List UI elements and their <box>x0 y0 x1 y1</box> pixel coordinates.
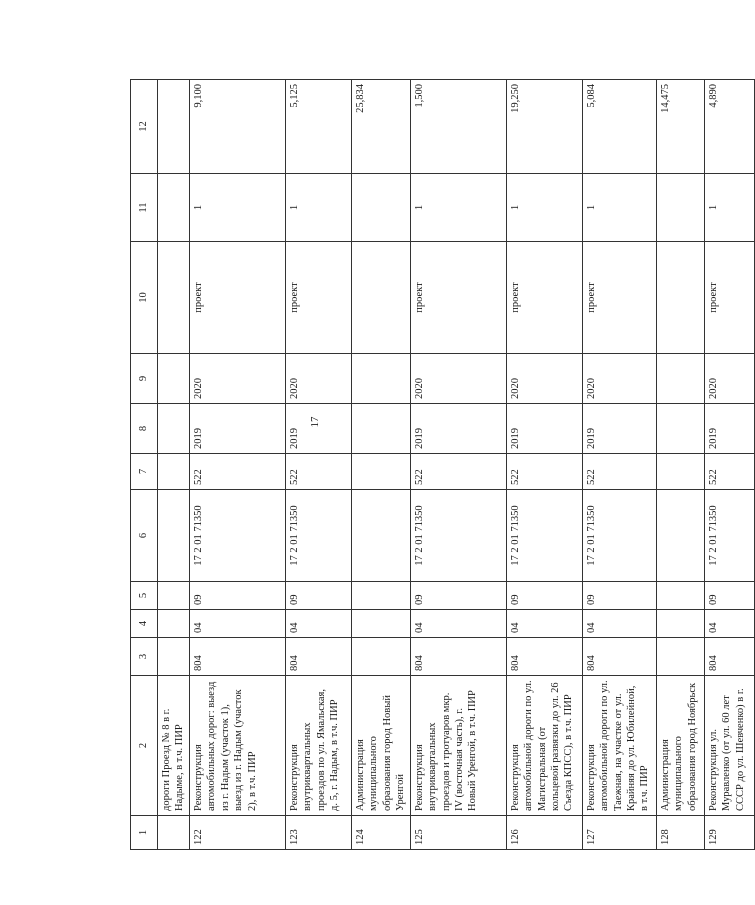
row-id: 129 <box>704 816 754 850</box>
column-header: 9 <box>131 354 158 404</box>
row-id: 123 <box>285 816 351 850</box>
row-id: 122 <box>189 816 285 850</box>
cell-amount: 25,834 <box>351 80 410 174</box>
row-name: Реконструкция автомобильной дороги по ул. Таежная, на участке от ул. Крайняя до ул. Юбилейной, в т.ч. ПИР <box>582 676 656 816</box>
cell <box>158 582 190 610</box>
cell <box>158 454 190 490</box>
cell-stage: проект <box>285 242 351 354</box>
cell <box>158 490 190 582</box>
cell-amount: 14,475 <box>656 80 704 174</box>
row-name: Реконструкция внутриквартальных проездов и тротуаров мкр. IV (восточная часть), г. Новый Уренгой, в т.ч. ПИР <box>410 676 506 816</box>
cell-stage: проект <box>189 242 285 354</box>
cell-amount: 4,890 <box>704 80 754 174</box>
cell-stage: проект <box>582 242 656 354</box>
row-id: 126 <box>506 816 582 850</box>
cell-subsection: 09 <box>410 582 506 610</box>
cell-start-year <box>656 404 704 454</box>
cell-quantity <box>656 174 704 242</box>
cell-end-year: 2020 <box>285 354 351 404</box>
row-name: Реконструкция автомобильной дороги по ул. Магистральная (от кольцевой развязки до ул. 26 Съезда КПСС), в т.ч. ПИР <box>506 676 582 816</box>
column-header: 11 <box>131 174 158 242</box>
row-name: Реконструкция внутриквартальных проездов по ул. Ямальская, д. 5, г. Надым, в т.ч. ПИР <box>285 676 351 816</box>
rotated-document <box>130 80 746 850</box>
column-header: 5 <box>131 582 158 610</box>
column-header: 1 <box>131 816 158 850</box>
table-row <box>351 80 410 850</box>
column-header: 3 <box>131 638 158 676</box>
cell-start-year <box>351 404 410 454</box>
cell-quantity: 1 <box>410 174 506 242</box>
cell-quantity: 1 <box>189 174 285 242</box>
cell-amount: 1,500 <box>410 80 506 174</box>
column-header: 8 <box>131 404 158 454</box>
cell-target-item: 17 2 01 71350 <box>410 490 506 582</box>
cell-subsection: 09 <box>285 582 351 610</box>
cell-section: 04 <box>704 610 754 638</box>
cell-subsection: 09 <box>582 582 656 610</box>
cell-end-year <box>656 354 704 404</box>
cell-amount: 5,125 <box>285 80 351 174</box>
cell-end-year: 2020 <box>704 354 754 404</box>
cell-target-item: 17 2 01 71350 <box>506 490 582 582</box>
cell-amount: 5,084 <box>582 80 656 174</box>
cell-code: 804 <box>410 638 506 676</box>
cell-target-item <box>351 490 410 582</box>
cell-target-item <box>656 490 704 582</box>
cell-code: 804 <box>704 638 754 676</box>
cell <box>158 610 190 638</box>
table-row <box>285 80 351 850</box>
table-row <box>704 80 754 850</box>
budget-table <box>130 79 755 850</box>
column-header: 4 <box>131 610 158 638</box>
cell-end-year: 2020 <box>410 354 506 404</box>
cell-section <box>656 610 704 638</box>
cell-target-item: 17 2 01 71350 <box>704 490 754 582</box>
cell-quantity: 1 <box>704 174 754 242</box>
cell-end-year: 2020 <box>582 354 656 404</box>
cell-code: 804 <box>285 638 351 676</box>
cell <box>158 174 190 242</box>
cell <box>158 354 190 404</box>
row-name: Администрация муниципального образования город Ноябрьск <box>656 676 704 816</box>
cell-expense-type: 522 <box>189 454 285 490</box>
column-header: 10 <box>131 242 158 354</box>
cell-quantity: 1 <box>285 174 351 242</box>
table-row <box>410 80 506 850</box>
cell-expense-type: 522 <box>582 454 656 490</box>
cell-stage: проект <box>506 242 582 354</box>
row-id: 124 <box>351 816 410 850</box>
cell-subsection <box>351 582 410 610</box>
cell-end-year: 2020 <box>506 354 582 404</box>
cell-section: 04 <box>189 610 285 638</box>
column-header: 2 <box>131 676 158 816</box>
row-id <box>158 816 190 850</box>
cell-quantity: 1 <box>506 174 582 242</box>
cell-amount: 19,250 <box>506 80 582 174</box>
table-header-row <box>131 80 158 850</box>
cell-subsection: 09 <box>506 582 582 610</box>
cell-code <box>351 638 410 676</box>
cell <box>158 242 190 354</box>
cell-subsection: 09 <box>189 582 285 610</box>
cell-start-year: 2019 <box>285 404 351 454</box>
cell-target-item: 17 2 01 71350 <box>189 490 285 582</box>
row-id: 125 <box>410 816 506 850</box>
row-name: Администрация муниципального образования город Новый Уренгой <box>351 676 410 816</box>
cell-start-year: 2019 <box>704 404 754 454</box>
cell-subsection: 09 <box>704 582 754 610</box>
cell-stage: проект <box>704 242 754 354</box>
cell-start-year: 2019 <box>582 404 656 454</box>
cell-code: 804 <box>189 638 285 676</box>
cell-expense-type: 522 <box>506 454 582 490</box>
table-row <box>189 80 285 850</box>
cell-stage: проект <box>410 242 506 354</box>
table-row <box>656 80 704 850</box>
cell-expense-type <box>351 454 410 490</box>
cell-start-year: 2019 <box>189 404 285 454</box>
cell-section: 04 <box>506 610 582 638</box>
cell-end-year <box>351 354 410 404</box>
row-name: Реконструкция автомобильных дорог: выезд из г. Надым (участок 1), выезд из г. Надым (участок 2), в т.ч. ПИР <box>189 676 285 816</box>
table-row <box>582 80 656 850</box>
cell <box>158 80 190 174</box>
cell-stage <box>351 242 410 354</box>
cell <box>158 404 190 454</box>
column-header: 12 <box>131 80 158 174</box>
cell-quantity: 1 <box>582 174 656 242</box>
cell-expense-type <box>656 454 704 490</box>
cell-code <box>656 638 704 676</box>
table-row <box>506 80 582 850</box>
row-id: 128 <box>656 816 704 850</box>
cell-expense-type: 522 <box>704 454 754 490</box>
page-number: 17 <box>309 416 321 428</box>
cell-code: 804 <box>582 638 656 676</box>
cell-section: 04 <box>285 610 351 638</box>
cell-target-item: 17 2 01 71350 <box>285 490 351 582</box>
cell-expense-type: 522 <box>285 454 351 490</box>
cell-start-year: 2019 <box>506 404 582 454</box>
cell-start-year: 2019 <box>410 404 506 454</box>
column-header: 6 <box>131 490 158 582</box>
row-name: дороги Проезд № 8 в г. Надыме, в т.ч. ПИР <box>158 676 190 816</box>
cell-stage <box>656 242 704 354</box>
cell-target-item: 17 2 01 71350 <box>582 490 656 582</box>
cell-expense-type: 522 <box>410 454 506 490</box>
cell-amount: 9,100 <box>189 80 285 174</box>
cell-section: 04 <box>410 610 506 638</box>
row-name: Реконструкция ул. Муравленко (от ул. 60 лет СССР до ул. Шевченко) в г. <box>704 676 754 816</box>
cell-subsection <box>656 582 704 610</box>
column-header: 7 <box>131 454 158 490</box>
cell-section: 04 <box>582 610 656 638</box>
cell-quantity <box>351 174 410 242</box>
row-id: 127 <box>582 816 656 850</box>
cell <box>158 638 190 676</box>
continuation-row <box>158 80 190 850</box>
cell-end-year: 2020 <box>189 354 285 404</box>
cell-section <box>351 610 410 638</box>
cell-code: 804 <box>506 638 582 676</box>
